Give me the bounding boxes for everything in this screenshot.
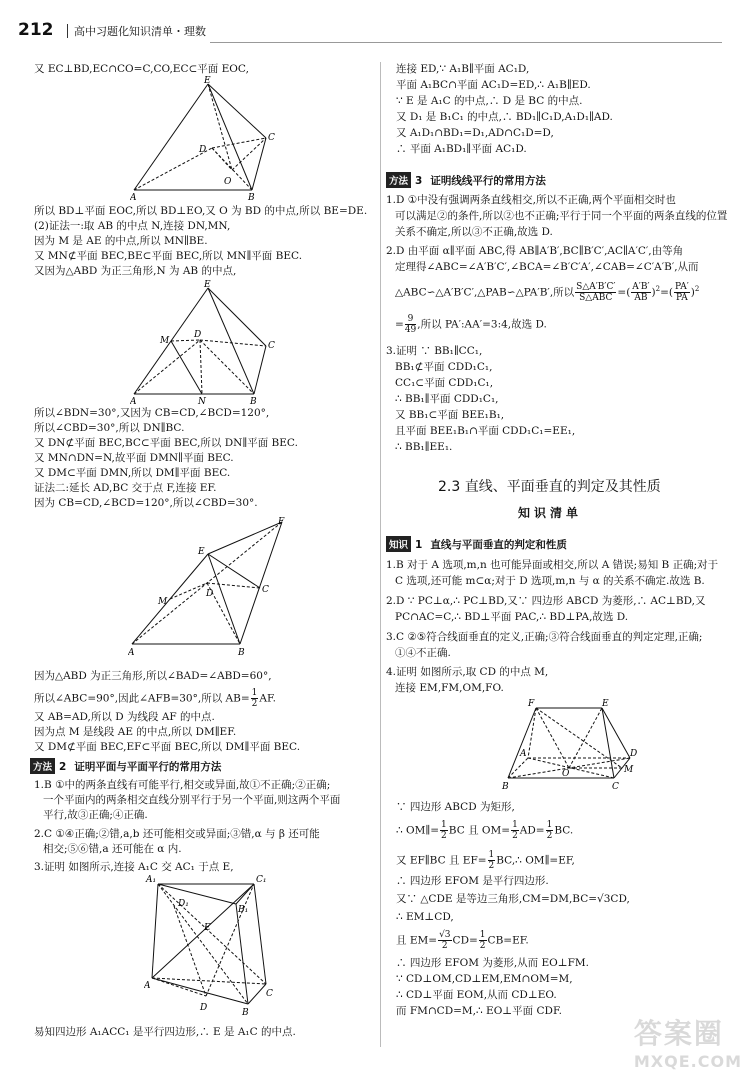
fraction: $\frac{1}{2}$ <box>479 930 486 951</box>
text-line: 因为△ABD 为正三角形,所以∠BAD=∠ABD=60°, <box>34 670 272 682</box>
text-line: 因为 M 是 AE 的中点,所以 MN∥BE. <box>34 235 208 247</box>
figure-label: A <box>130 397 137 404</box>
text-line: 3.证明 如图所示,连接 A₁C 交 AC₁ 于点 E, <box>34 861 234 873</box>
figure-label: C <box>268 133 275 143</box>
figure-label: E <box>198 547 205 557</box>
text-line: 1.B 对于 A 选项,m,n 也可能异面或相交,所以 A 错误;易知 B 正确;对于 <box>386 559 719 571</box>
text-line: 2.C ①④正确;②错,a,b 还可能相交或异面;③错,α 与 β 还可能 <box>34 828 320 840</box>
text-line: 1.D ①中没有强调两条直线相交,所以不正确,两个平面相交时也 <box>386 194 676 206</box>
figure-label: D₁ <box>178 899 189 909</box>
figure-prism-4 <box>144 872 274 1016</box>
text-line: 所以∠BDN=30°,又因为 CB=CD,∠BCD=120°, <box>34 407 270 419</box>
fraction: $\frac{√3}{2}$ <box>439 930 451 951</box>
figure-label: A <box>130 193 137 200</box>
text-line: 平面 A₁BC∩平面 AC₁D=ED,∴ A₁B∥ED. <box>396 79 591 91</box>
text-line: 关系不确定,所以③不正确,故选 D. <box>395 226 553 238</box>
text-line: ∴ 平面 A₁BD₁∥平面 AC₁D. <box>396 143 527 155</box>
figure-label: M <box>158 597 168 607</box>
text-line: 所以∠ABC=90°,因此∠AFB=30°,所以 AB= $\frac{1}{2}$ AF. <box>34 688 276 709</box>
text-line: (2)证法一:取 AB 的中点 N,连接 DN,MN, <box>34 220 231 232</box>
figure-label: E <box>602 699 609 709</box>
figure-label: E <box>204 280 211 290</box>
fraction: $\frac{A'B'}{AB}$ <box>632 282 650 303</box>
figure-pyramid-2 <box>130 280 280 404</box>
figure-label: C <box>268 341 275 351</box>
figure-label: C <box>262 585 269 595</box>
text-line: △ABC∽△A′B′C′,△PAB∽△PA′B′,所以 $\frac{S\triangle A'B'C'}{\text{S△ABC}}$ =( $\frac{A'B'}{AB}$ )$^2$=( $\frac{PA'}{PA}$ )$^2$ <box>395 282 700 303</box>
knowledge-tag: 知识 <box>386 536 411 552</box>
method-tag: 方法 <box>386 172 411 188</box>
figure-label: A <box>144 981 151 991</box>
text-line: 2.D 由平面 α∥平面 ABC,得 AB∥A′B′,BC∥B′C′,AC∥A′C′,由等角 <box>386 245 684 257</box>
fraction: $\frac{1}{2}$ <box>512 820 518 841</box>
chapter-title: 2.3 直线、平面垂直的判定及其性质 <box>438 479 661 495</box>
text-line: ∴ BB₁∥平面 CDD₁C₁, <box>395 393 499 405</box>
figure-label: N <box>198 397 206 404</box>
figure-label: D <box>194 330 202 340</box>
page-header <box>0 18 750 48</box>
text-line: 因为点 M 是线段 AE 的中点,所以 DM∥EF. <box>34 726 237 738</box>
section-heading-knowledge-1: 知识 1 直线与平面垂直的判定和性质 <box>386 536 567 552</box>
watermark <box>634 1012 742 1071</box>
fraction: $\frac{PA'}{PA}$ <box>674 282 689 303</box>
fraction: $\frac{S\triangle A'B'C'}{\text{S△ABC}}$ <box>576 282 616 303</box>
fraction: $\frac{1}{2}$ <box>251 688 258 709</box>
figure-label: B <box>248 193 255 200</box>
text-line: 3.证明 ∵ BB₁∥CC₁, <box>386 345 483 357</box>
text-line: 一个平面内的两条相交直线分别平行于另一个平面,则这两个平面 <box>43 794 341 806</box>
figure-label: A <box>128 648 135 656</box>
figure-label: B <box>250 397 257 404</box>
figure-label: B <box>502 782 509 792</box>
text-line: 连接 ED,∵ A₁B∥平面 AC₁D, <box>396 63 530 75</box>
text-line: 又 DM⊂平面 DMN,所以 DM∥平面 BEC. <box>34 467 231 479</box>
figure-label: C <box>266 989 273 999</box>
section-heading-method-2: 方法 2 证明平面与平面平行的常用方法 <box>30 758 221 774</box>
figure-label: B₁ <box>238 905 249 915</box>
figure-label: O <box>224 177 232 187</box>
figure-label: F <box>278 517 285 527</box>
text-line: 相交;⑤⑥错,a 还可能在 α 内. <box>43 843 182 855</box>
fraction: $\frac{1}{2}$ <box>546 820 553 841</box>
text-line: ∴ CD⊥平面 EOM,从而 CD⊥EO. <box>396 989 557 1001</box>
text-line: 又 D₁ 是 B₁C₁ 的中点,∴ BD₁∥C₁D,A₁D₁∥AD. <box>396 111 613 123</box>
figure-solid-5 <box>498 696 638 792</box>
text-line: 4.证明 如图所示,取 CD 的中点 M, <box>386 666 549 678</box>
text-line: 易知四边形 A₁ACC₁ 是平行四边形,∴ E 是 A₁C 的中点. <box>34 1026 296 1038</box>
text-line: 连接 EM,FM,OM,FO. <box>395 682 504 694</box>
text-line: 所以 BD⊥平面 EOC,所以 BD⊥EO,又 O 为 BD 的中点,所以 BE=DE. <box>34 205 368 217</box>
text-line: 所以∠CBD=30°,所以 DN∥BC. <box>34 422 185 434</box>
text-line: ∵ 四边形 ABCD 为矩形, <box>396 801 515 813</box>
fraction: $\frac{1}{2}$ <box>488 850 495 871</box>
header-divider <box>67 24 68 38</box>
figure-label: E <box>204 76 211 86</box>
text-line: 又 MN∩DN=N,故平面 DMN∥平面 BEC. <box>34 452 234 464</box>
text-line: 又 AB=AD,所以 D 为线段 AF 的中点. <box>34 711 215 723</box>
figure-label: B <box>238 648 245 656</box>
header-rule <box>210 42 722 43</box>
text-line: 且平面 BEE₁B₁∩平面 CDD₁C₁=EE₁, <box>395 425 576 437</box>
text-line: PC∩AC=C,∴ BD⊥平面 PAC,∴ BD⊥PA,故选 D. <box>395 611 629 623</box>
text-line: 且 EM= $\frac{√3}{2}$ CD= $\frac{1}{2}$ CB=EF. <box>396 930 529 951</box>
text-line: 又 EF∥BC 且 EF= $\frac{1}{2}$ BC,∴ OM∥=EF, <box>396 850 575 871</box>
text-line: 又 A₁D₁∩BD₁=D₁,AD∩C₁D=D, <box>396 127 554 139</box>
text-line: 又∵ △CDE 是等边三角形,CM=DM,BC=√3CD, <box>396 893 630 905</box>
figure-label: A <box>520 749 527 759</box>
text-line: ∴ BB₁∥EE₁. <box>395 441 453 453</box>
text-line: 又 MN⊄平面 BEC,BE⊂平面 BEC,所以 MN∥平面 BEC. <box>34 250 303 262</box>
text-line: CC₁⊂平面 CDD₁C₁, <box>395 377 494 389</box>
figure-label: B <box>242 1008 249 1016</box>
column-divider <box>380 62 381 1047</box>
fraction: $\frac{1}{2}$ <box>441 820 447 841</box>
text-line: 因为 CB=CD,∠BCD=120°,所以∠CBD=30°. <box>34 497 258 509</box>
figure-pyramid-1 <box>130 76 280 200</box>
figure-label: M <box>160 336 170 346</box>
page-number: 212 <box>18 20 54 40</box>
text-line: = $\frac{9}{49}$ ,所以 PA′:AA′=3:4,故选 D. <box>395 314 547 335</box>
text-line: 又因为△ABD 为正三角形,N 为 AB 的中点, <box>34 265 237 277</box>
figure-pyramid-3 <box>128 516 288 656</box>
figure-label: M <box>624 765 634 775</box>
text-line: ∵ E 是 A₁C 的中点,∴ D 是 BC 的中点. <box>396 95 583 107</box>
figure-label: D <box>630 749 638 759</box>
text-line: 又 BB₁⊂平面 BEE₁B₁, <box>395 409 505 421</box>
figure-label: D <box>199 145 207 155</box>
text-line: 又 DN⊄平面 BEC,BC⊂平面 BEC,所以 DN∥平面 BEC. <box>34 437 298 449</box>
text-line: 3.C ②⑤符合线面垂直的定义,正确;③符合线面垂直的判定定理,正确; <box>386 631 703 643</box>
text-line: 1.B ①中的两条直线有可能平行,相交或异面,故①不正确;②正确; <box>34 779 331 791</box>
text-line: C 选项,还可能 m⊂α;对于 D 选项,m,n 与 α 的关系不确定.故选 B. <box>395 575 705 587</box>
text-line: ∵ CD⊥OM,CD⊥EM,EM∩OM=M, <box>396 973 573 985</box>
figure-label: C₁ <box>256 875 267 885</box>
text-line: 而 FM∩CD=M,∴ EO⊥平面 CDF. <box>396 1005 562 1017</box>
figure-label: C <box>612 782 619 792</box>
figure-label: D <box>206 589 214 599</box>
watermark-brand: 答案圈 <box>633 1017 724 1050</box>
method-tag: 方法 <box>30 758 55 774</box>
text-line: ∴ 四边形 EFOM 是平行四边形. <box>396 875 549 887</box>
watermark-url: MXQE.COM <box>633 1052 742 1071</box>
header-title: 高中习题化知识清单・理数 <box>74 25 206 38</box>
figure-label: A₁ <box>146 875 157 885</box>
figure-label: O <box>562 769 570 779</box>
text-line: 定理得∠ABC=∠A′B′C′,∠BCA=∠B′C′A′,∠CAB=∠C′A′B′,从而 <box>395 261 699 273</box>
text-line: ∴ 四边形 EFOM 为菱形,从而 EO⊥FM. <box>396 957 590 969</box>
text-line: 可以满足②的条件,所以②也不正确;平行于同一个平面的两条直线的位置 <box>395 210 728 222</box>
figure-label: F <box>528 699 535 709</box>
text-line: 2.D ∵ PC⊥α,∴ PC⊥BD,又∵ 四边形 ABCD 为菱形,∴ AC⊥BD,又 <box>386 595 706 607</box>
text-line: 平行,故③正确;④正确. <box>43 809 148 821</box>
text-line: ∴ EM⊥CD, <box>396 911 454 923</box>
text-line: 又 EC⊥BD,EC∩CO=C,CO,EC⊂平面 EOC, <box>34 63 249 75</box>
text-line: ∴ OM∥= $\frac{1}{2}$ BC 且 OM= $\frac{1}{2}$ AD= $\frac{1}{2}$ BC. <box>396 820 574 841</box>
figure-label: D <box>200 1003 208 1013</box>
text-line: ①④不正确. <box>395 647 451 659</box>
text-line: 又 DM⊄平面 BEC,EF⊂平面 BEC,所以 DM∥平面 BEC. <box>34 741 301 753</box>
fraction: $\frac{9}{49}$ <box>404 314 417 335</box>
text-line: BB₁⊄平面 CDD₁C₁, <box>395 361 493 373</box>
section-heading-method-3: 方法 3 证明线线平行的常用方法 <box>386 172 546 188</box>
knowledge-list-heading: 知识清单 <box>518 506 583 520</box>
text-line: 证法二:延长 AD,BC 交于点 F,连接 EF. <box>34 482 217 494</box>
figure-label: E <box>204 923 211 933</box>
